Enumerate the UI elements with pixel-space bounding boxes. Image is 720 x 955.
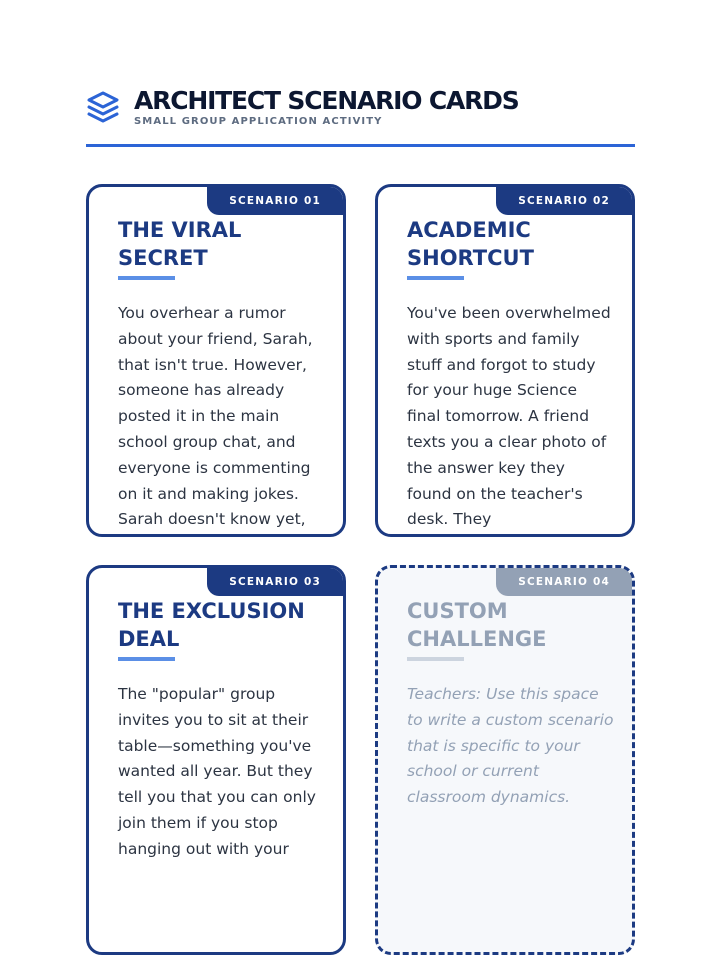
scenario-card-03 <box>86 565 346 955</box>
card-body: The "popular" group invites you to sit at their table—something you've wanted all year. But they tell you that you can only join them if you stop hanging out with your <box>118 685 316 858</box>
title-underline <box>407 276 464 280</box>
page-subtitle: SMALL GROUP APPLICATION ACTIVITY <box>134 116 383 127</box>
title-underline <box>118 657 175 661</box>
scenario-card-01 <box>86 184 346 537</box>
title-underline <box>407 657 464 661</box>
card-body: You overhear a rumor about your friend, Sarah, that isn't true. However, someone has already posted it in the main school group chat, and everyone is commenting on it and making jokes. Sarah doesn't know yet, <box>118 304 313 529</box>
page-title: ARCHITECT SCENARIO CARDS <box>134 86 519 115</box>
scenario-badge: SCENARIO 02 <box>496 187 632 215</box>
header-divider <box>86 144 635 147</box>
scenario-card-02 <box>375 184 635 537</box>
card-body: You've been overwhelmed with sports and family stuff and forgot to study for your huge Science final tomorrow. A friend texts you a clear photo of the answer key they found on the teacher's desk. They <box>407 304 611 529</box>
scenario-badge: SCENARIO 04 <box>496 568 632 596</box>
card-title: THE VIRAL SECRET <box>118 218 242 270</box>
layers-icon <box>86 90 120 126</box>
custom-scenario-placeholder[interactable]: Teachers: Use this space to write a custom scenario that is specific to your school or current classroom dynamics. <box>407 685 614 807</box>
card-title: CUSTOM CHALLENGE <box>407 599 547 651</box>
scenario-card-04-custom[interactable] <box>375 565 635 955</box>
scenario-badge: SCENARIO 03 <box>207 568 343 596</box>
card-title: THE EXCLUSION DEAL <box>118 599 305 651</box>
card-title: ACADEMIC SHORTCUT <box>407 218 534 270</box>
scenario-badge: SCENARIO 01 <box>207 187 343 215</box>
title-underline <box>118 276 175 280</box>
